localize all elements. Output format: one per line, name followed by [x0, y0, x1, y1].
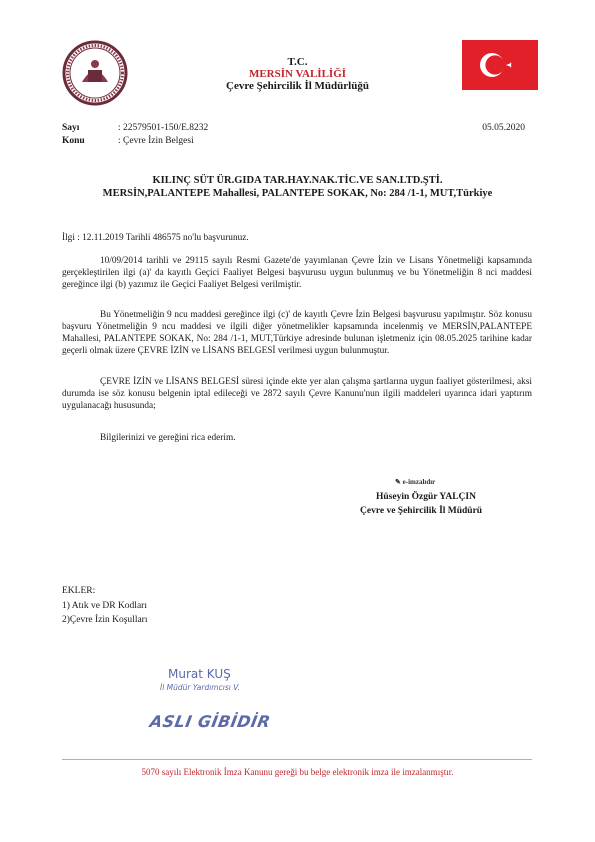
- ekler-item-1: 1) Atık ve DR Kodları: [62, 601, 147, 611]
- header-mudurluk: Çevre Şehircilik İl Müdürlüğü: [226, 80, 369, 92]
- footer-divider: [62, 759, 532, 760]
- ekler-title: EKLER:: [62, 586, 96, 596]
- ilgi-line: İlgi : 12.11.2019 Tarihli 486575 no'lu başvurunuz.: [62, 233, 249, 243]
- konu-row: [62, 136, 194, 146]
- paragraph-3: ÇEVRE İZİN ve LİSANS BELGESİ süresi içinde ekte yer alan çalışma şartlarına uygun faaliyet gösterilmesi, aksi durumda ise söz konusu belgenin iptal edileceği ve 2872 sayılı Çevre Kanunu'nun ilgili maddeleri uyarınca idari yaptırım uygulanacağı hususunda;: [62, 377, 532, 411]
- document-date: 05.05.2020: [482, 123, 525, 133]
- recipient-address: MERSİN,PALANTEPE Mahallesi, PALANTEPE SOKAK, No: 284 /1-1, MUT,Türkiye: [102, 188, 493, 199]
- e-imza-mark: ✎ e-imzalıdır: [395, 478, 436, 486]
- recipient-company: KILINÇ SÜT ÜR.GIDA TAR.HAY.NAK.TİC.VE SAN.LTD.ŞTİ.: [152, 175, 443, 186]
- footer-notice: 5070 sayılı Elektronik İmza Kanunu gereği bu belge elektronik imza ile imzalanmıştır.: [141, 767, 454, 777]
- signer-name: Hüseyin Özgür YALÇIN: [376, 492, 476, 502]
- sayi-value: : 22579501-150/E.8232: [118, 123, 209, 133]
- paragraph-2: Bu Yönetmeliğin 9 ncu maddesi gereğince ilgi (c)' de kayıtlı Çevre İzin Belgesi başvurusu yapılmıştır. Söz konusu başvuru Yönetmeliğin 9 ncu maddesi ve ilgili diğer yönetmelikler kapsamında incelenmiş ve MERSİN,PALANTEPE Mahallesi, PALANTEPE SOKAK, No: 284 /1-1, MUT,Türkiye adresinde bulunan işletmeniz için 08.05.2025 tarihine kadar geçerli olmak üzere ÇEVRE İZİN ve LİSANS BELGESİ verilmesi uygun bulunmuştur.: [62, 310, 532, 356]
- stamp-asli-gibidir: ASLI GİBİDİR: [148, 712, 273, 731]
- signer-title: Çevre ve Şehircilik İl Müdürü: [360, 506, 483, 516]
- sayi-label: Sayı: [62, 123, 80, 133]
- ekler-item-2: 2)Çevre İzin Koşulları: [62, 615, 148, 625]
- konu-value: : Çevre İzin Belgesi: [118, 136, 194, 146]
- e-imza-icon: ✎: [395, 478, 401, 486]
- header-tc: T.C.: [287, 56, 308, 68]
- paragraph-1: 10/09/2014 tarihli ve 29115 sayılı Resmi Gazete'de yayımlanan Çevre İzin ve Lisans Yönetmeliği kapsamında gerçekleştirilen ilgi (a)' da kayıtlı Geçici Faaliyet Belgesi başvurusu uygun bulunmuş ve bu Yönetmeliğin 8 nci maddesi gereğince ilgi (b) yazımız ile Geçici Faaliyet Belgesi verilmiştir.: [62, 256, 532, 290]
- stamp-murat-title: İl Müdür Yardımcısı V.: [160, 683, 240, 692]
- sayi-row: [62, 123, 208, 133]
- paragraph-4: Bilgilerinizi ve gereğini rica ederim.: [100, 433, 236, 443]
- header-valilik: MERSİN VALİLİĞİ: [248, 68, 347, 80]
- stamp-murat-name: Murat KUŞ: [168, 667, 231, 681]
- konu-label: Konu: [62, 136, 85, 146]
